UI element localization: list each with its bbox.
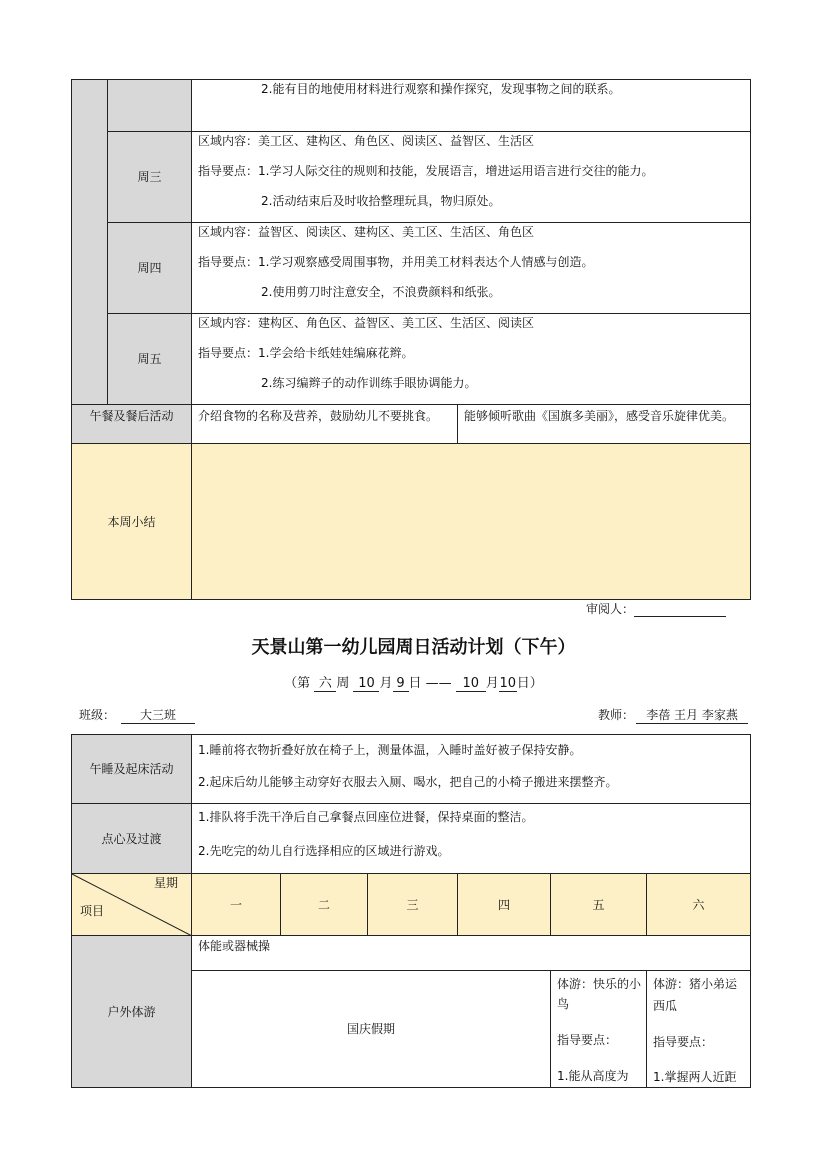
teacher-value: 李蓓 王月 李家燕 [636, 706, 748, 724]
day-label-thu: 周四 [108, 223, 192, 314]
guide-line: 指导要点：1.学习人际交往的规则和技能，发展语言，增进运用语言进行交往的能力。 [198, 164, 654, 178]
area-line: 区域内容：建构区、角色区、益智区、美工区、生活区、阅读区 [198, 316, 535, 330]
day-label-fri: 周五 [108, 314, 192, 405]
fri-guide-line: 指导要点： [557, 1033, 618, 1047]
reviewer-line [586, 600, 726, 617]
teacher-label: 教师： [598, 708, 635, 722]
day-content-thu [192, 223, 751, 314]
sat-guide-line: 指导要点： [653, 1035, 714, 1049]
reviewer-signature-field[interactable] [634, 604, 726, 617]
outdoor-top-text: 体能或器械操 [198, 939, 271, 953]
corner-item-label: 项目 [80, 904, 105, 918]
nap-content [192, 735, 751, 804]
guide-line: 2.活动结束后及时收拾整理玩具，物归原处。 [261, 194, 501, 208]
area-line: 区域内容：美工区、建构区、角色区、阅读区、益智区、生活区 [198, 134, 535, 148]
area-line: 区域内容：益智区、阅读区、建构区、美工区、生活区、角色区 [198, 225, 535, 239]
guide-line: 2.使用剪刀时注意安全，不浪费颜料和纸张。 [261, 285, 501, 299]
summary-content [192, 444, 751, 600]
weekday-thu: 四 [458, 874, 551, 936]
end-day: 10 [499, 676, 517, 691]
reviewer-label: 审阅人： [586, 602, 635, 616]
weekday-mon: 一 [192, 874, 281, 936]
guide-line: 2.练习编辫子的动作训练手眼协调能力。 [261, 376, 477, 390]
fri-guide-line: 1.能从高度为 [557, 1069, 629, 1083]
snack-line-1: 1.排队将手洗干净后自己拿餐点回座位进餐，保持桌面的整洁。 [198, 810, 534, 824]
class-value: 大三班 [121, 706, 195, 724]
outdoor-top-content [192, 936, 751, 971]
fri-game-line: 鸟 [557, 997, 570, 1011]
sat-outdoor-cell [647, 971, 751, 1088]
day-content-cell [192, 80, 751, 132]
day-content-fri [192, 314, 751, 405]
snack-line-2: 2.先吃完的幼儿自行选择相应的区域进行游戏。 [198, 844, 450, 858]
weekday-fri: 五 [551, 874, 647, 936]
start-month: 10 [353, 676, 379, 692]
category-side-cell [72, 80, 108, 405]
fri-outdoor-cell [551, 971, 647, 1088]
weekday-tue: 二 [281, 874, 368, 936]
sat-game-line: 体游：猪小弟运 [653, 977, 738, 991]
lunch-right-cell: 能够倾听歌曲《国旗多美丽》，感受音乐旋律优美。 [458, 405, 751, 444]
weekly-plan-table-top [71, 79, 751, 600]
sat-guide-line: 1.掌握两人近距 [653, 1070, 737, 1084]
guide-line: 2.能有目的地使用材料进行观察和操作探究，发现事物之间的联系。 [261, 82, 621, 96]
nap-line-1: 1.睡前将衣物折叠好放在椅子上，测量体温，入睡时盖好被子保持安静。 [198, 743, 582, 757]
weekday-wed: 三 [368, 874, 458, 936]
guide-line: 指导要点：1.学会给卡纸娃娃编麻花辫。 [198, 346, 414, 360]
lunch-label: 午餐及餐后活动 [72, 405, 192, 444]
nap-line-2: 2.起床后幼儿能够主动穿好衣服去入厕、喝水，把自己的小椅子搬进来摆整齐。 [198, 775, 618, 789]
start-day: 9 [393, 676, 409, 692]
week-number: 六 [314, 672, 336, 692]
sat-game-line: 西瓜 [653, 999, 678, 1013]
day-label-wed: 周三 [108, 132, 192, 223]
class-info [79, 706, 195, 724]
end-month: 10 [456, 676, 486, 692]
teacher-info [598, 706, 748, 724]
outdoor-label: 户外体游 [72, 936, 192, 1088]
snack-label: 点心及过渡 [72, 804, 192, 874]
class-label: 班级： [79, 708, 116, 722]
corner-weekday-label: 星期 [154, 876, 179, 890]
date-range: （第 六 周 10 月 9 日 —— 10 月10日） [0, 672, 827, 692]
nap-label: 午睡及起床活动 [72, 735, 192, 804]
snack-content [192, 804, 751, 874]
day-label-cell [108, 80, 192, 132]
header-corner-cell [72, 874, 192, 936]
weekly-plan-table-bottom [71, 734, 751, 1088]
weekday-sat: 六 [647, 874, 751, 936]
guide-line: 指导要点：1.学习观察感受周围事物，并用美工材料表达个人情感与创造。 [198, 255, 594, 269]
page-title: 天景山第一幼儿园周日活动计划（下午） [251, 637, 576, 658]
day-content-wed [192, 132, 751, 223]
lunch-left-cell: 介绍食物的名称及营养，鼓励幼儿不要挑食。 [192, 405, 458, 444]
summary-label: 本周小结 [72, 444, 192, 600]
holiday-cell: 国庆假期 [192, 971, 551, 1088]
fri-game-line: 体游：快乐的小 [557, 977, 642, 991]
